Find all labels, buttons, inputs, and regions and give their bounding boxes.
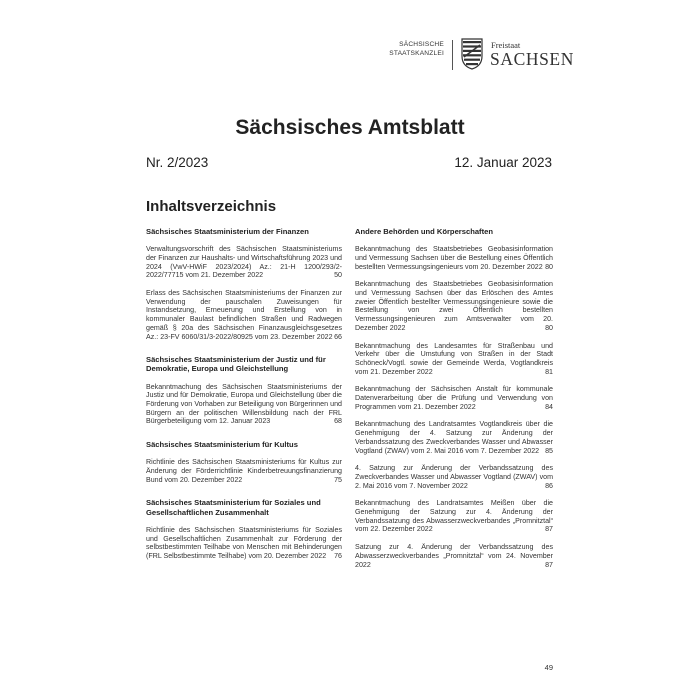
entry-text: Bekanntmachung des Landratsamtes Vogtlandkreis über die Genehmigung der 4. Satzung zur Änderung der Verbandssatzung des Zweckverbandes Wasser und Abwasser Vogtland (ZWAV) vom 2. Mai 2016 vom 7. Dezember 2022 bbox=[355, 420, 553, 455]
toc-entry[interactable] bbox=[355, 499, 553, 534]
entry-page: 76 bbox=[334, 551, 342, 560]
staatskanzlei-line1: SÄCHSISCHE bbox=[399, 41, 444, 48]
toc-entry[interactable] bbox=[146, 458, 342, 484]
entry-text: Erlass des Sächsischen Staatsministeriums der Finanzen zur Verwendung der pauschalen Zuweisungen für Instandsetzung, Erneuerung und Erstellung von in kommunaler Baulast befindlichen Straßen und Radwegen gemäß § 20a des Sächsischen Finanzausgleichsgesetzes Az.: 23-FV 6060/31/3-2022/80925 vom 23. Dezember 2022 bbox=[146, 289, 342, 341]
staatskanzlei-logo-text bbox=[388, 40, 444, 58]
toc-entry[interactable] bbox=[146, 289, 342, 341]
entry-page: 80 bbox=[545, 262, 553, 271]
toc-left-column bbox=[146, 227, 342, 570]
page-number: 49 bbox=[544, 663, 553, 672]
entry-text: Satzung zur 4. Änderung der Verbandssatzung des Abwasserzweckverbandes „Promnitztal“ vom 24. November 2022 bbox=[355, 543, 553, 569]
entry-text: Verwaltungsvorschrift des Sächsischen Staatsministeriums der Finanzen zur Haushalts- und Wirtschaftsführung 2023 und 2024 (VwV-HWiF 2023/2024) Az.: 21-H 1200/293/2-2022/77715 vom 21. Dezember 2022 bbox=[146, 245, 342, 280]
toc-entry[interactable] bbox=[146, 526, 342, 561]
toc-heading: Inhaltsverzeichnis bbox=[146, 198, 277, 215]
entry-text: Richtlinie des Sächsischen Staatsministeriums für Soziales und Gesellschaftlichen Zusammenhalt zur Förderung der selbstbestimmten Teilhabe von Menschen mit Behinderungen (FRL Selbstbestimmte Teilhabe) vom 20. Dezember 2022 bbox=[146, 525, 342, 560]
section-heading-finanzen: Sächsisches Staatsministerium der Finanzen bbox=[146, 227, 309, 236]
entry-page: 68 bbox=[334, 417, 342, 426]
entry-page: 80 bbox=[545, 323, 553, 332]
entry-page: 50 bbox=[334, 271, 342, 280]
entry-page: 81 bbox=[545, 367, 553, 376]
issue-date: 12. Januar 2023 bbox=[454, 155, 552, 170]
entry-page: 85 bbox=[545, 446, 553, 455]
toc-entry[interactable] bbox=[355, 342, 553, 377]
toc-entry[interactable] bbox=[146, 245, 342, 280]
section-heading-kultus: Sächsisches Staatsministerium für Kultus bbox=[146, 440, 298, 450]
issue-number: Nr. 2/2023 bbox=[146, 155, 209, 170]
entry-text: Bekanntmachung des Landesamtes für Straßenbau und Verkehr über die Umstufung von Straßen in der Stadt Schöneck/Vogtl. sowie der Gemeinde Werda, Vogtlandkreis vom 21. Dezember 2022 bbox=[355, 341, 553, 376]
toc-entry[interactable] bbox=[355, 464, 553, 490]
entry-text: Richtlinie des Sächsischen Staatsministeriums für Kultus zur Änderung der Förderrichtlinie Kinderbetreuungsfinanzierung Bund vom 20. Dezember 2022 bbox=[146, 458, 342, 484]
entry-text: Bekanntmachung des Staatsbetriebes Geobasisinformation und Vermessung Sachsen über das Erlöschen des Amtes zweier Öffentlich bestellter Vermessungsingenieure sowie die Bestellung von zwei Öffentlich bestellten Vermessungsingenieuren zum Amtsverwalter vom 20. Dezember 2022 bbox=[355, 280, 553, 332]
entry-page: 87 bbox=[545, 560, 553, 569]
entry-text: Bekanntmachung des Staatsbetriebes Geobasisinformation und Vermessung Sachsen über die Bestellung eines Öffentlich bestellten Vermessungsingenieurs vom 20. Dezember 2022 bbox=[355, 245, 553, 271]
entry-page: 87 bbox=[545, 525, 553, 534]
staatskanzlei-line2: STAATSKANZLEI bbox=[389, 50, 444, 57]
entry-text: 4. Satzung zur Änderung der Verbandssatzung des Zweckverbandes Wasser und Abwasser Vogtland (ZWAV) vom 2. Mai 2016 vom 7. November 2022 bbox=[355, 464, 553, 490]
toc-entry[interactable] bbox=[355, 245, 553, 271]
entry-page: 84 bbox=[545, 402, 553, 411]
section-heading-andere-behoerden: Andere Behörden und Körperschaften bbox=[355, 227, 493, 236]
entry-text: Bekanntmachung des Sächsischen Staatsministeriums der Justiz und für Demokratie, Europa und Gleichstellung über die Förderung von Vorhaben zur Beteiligung von Bürgerinnen und Bürgern an der politischen Willensbildung nach der FRL Bürgerbeteiligung vom 12. Januar 2023 bbox=[146, 382, 342, 426]
toc-entry[interactable] bbox=[355, 543, 553, 569]
entry-text: Bekanntmachung des Landratsamtes Meißen über die Genehmigung der Satzung zur 4. Änderung der Verbandssatzung des Abwasserzweckverbandes „Promnitztal“ vom 22. Dezember 2022 bbox=[355, 499, 553, 534]
freistaat-label: Freistaat bbox=[491, 40, 521, 50]
toc-entry[interactable] bbox=[146, 383, 342, 427]
section-heading-justiz: Sächsisches Staatsministerium der Justiz und für Demokratie, Europa und Gleichstellung bbox=[146, 355, 326, 374]
entry-page: 66 bbox=[334, 332, 342, 341]
toc-entry[interactable] bbox=[355, 280, 553, 332]
toc-right-column bbox=[355, 227, 553, 578]
entry-page: 86 bbox=[545, 481, 553, 490]
sachsen-label: SACHSEN bbox=[490, 49, 574, 69]
document-title: Sächsisches Amtsblatt bbox=[235, 116, 465, 139]
saxony-crest-icon bbox=[461, 38, 483, 70]
toc-entry[interactable] bbox=[355, 385, 553, 411]
entry-page: 75 bbox=[334, 475, 342, 484]
header-separator bbox=[452, 40, 453, 70]
entry-text: Bekanntmachung der Sächsischen Anstalt für kommunale Datenverarbeitung über die Prüfung und Verwendung von Programmen vom 21. Dezember 2022 bbox=[355, 385, 553, 411]
toc-entry[interactable] bbox=[355, 420, 553, 455]
section-heading-soziales: Sächsisches Staatsministerium für Soziales und Gesellschaftlichen Zusammenhalt bbox=[146, 498, 321, 517]
